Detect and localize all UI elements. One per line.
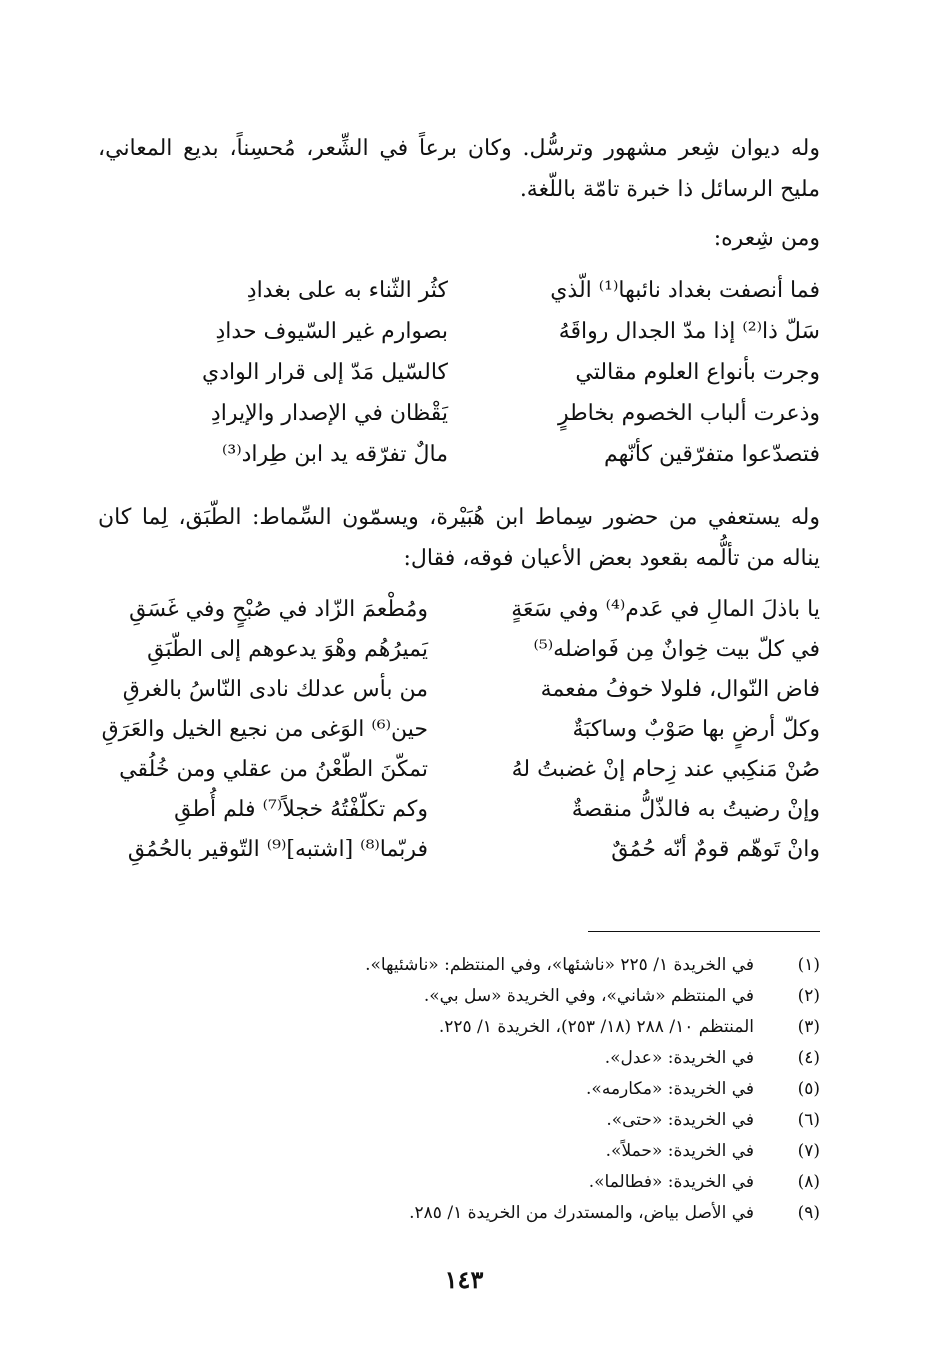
verse	[98, 270, 820, 311]
verse	[98, 790, 820, 830]
first-hemistich: فاض النّوال، فلولا خوفُ مفعمة	[540, 677, 820, 702]
footnotes	[98, 950, 820, 1229]
footnote	[98, 1012, 820, 1043]
footnote-number: (١)	[797, 955, 820, 975]
second-hemistich: يَميرُهُم وهْوَ يدعوهم إلى الطّبَقِ	[147, 637, 428, 662]
page-number: ١٤٣	[444, 1265, 484, 1294]
verse	[98, 710, 820, 750]
first-hemistich: يا باذلَ المالِ في عَدم⁽⁴⁾ وفي سَعَةٍ	[511, 597, 820, 622]
poem-2	[98, 590, 820, 870]
footnote-separator	[588, 931, 820, 932]
footnote-number: (٥)	[797, 1079, 820, 1099]
footnote-text: في المنتظم «شاني»، وفي الخريدة «سل بي».	[423, 986, 754, 1006]
first-hemistich: فما أنصفت بغداد نائبها⁽¹⁾ الّذي	[550, 278, 820, 303]
first-hemistich: وانْ تَوهّم قومٌ أنّه حُمُقٌ	[611, 837, 820, 862]
second-hemistich: ومُطْعمَ الزّاد في صُبْحٍ وفي غَسَقِ	[129, 597, 428, 622]
footnote-text: في الخريدة: «عدل».	[604, 1048, 754, 1068]
footnote-text: في الخريدة: «فطالما».	[588, 1172, 754, 1192]
intro-paragraph: وله ديوان شِعر مشهور وترسُّل. وكان برعاً في الشِّعر، مُحسِناً، بديع المعاني، مليح الرسائل ذا خبرة تامّة باللّغة.	[98, 136, 820, 202]
footnote	[98, 1074, 820, 1105]
verse	[98, 352, 820, 393]
footnote	[98, 950, 820, 981]
footnote	[98, 1198, 820, 1229]
footnote-number: (٩)	[797, 1203, 820, 1223]
footnote	[98, 1136, 820, 1167]
second-hemistich: تمكّنَ الطّعْنُ من عقلي ومن خُلُقي	[119, 757, 428, 782]
verse	[98, 670, 820, 710]
verse	[98, 590, 820, 630]
first-hemistich: فتصدّعوا متفرّقين كأنّهم	[603, 442, 820, 467]
second-hemistich: من بأس عدلك نادى النّاسُ بالغرقِ	[122, 677, 428, 702]
footnote-text: في الأصل بياض، والمستدرك من الخريدة ١/ ٢٨٥.	[409, 1203, 754, 1223]
first-hemistich: صُنْ مَنكِبي عند زِحام إنْ غضبتُ لهُ	[511, 757, 820, 782]
poetry-heading: ومن شِعره:	[713, 226, 820, 251]
footnote-text: في الخريدة: «مكارمه».	[586, 1079, 754, 1099]
footnote-text: في الخريدة: «حملاً».	[605, 1141, 754, 1161]
second-hemistich: وكم تكلّفْتُهُ خجلاً⁽⁷⁾ فلم أُطقِ	[174, 797, 428, 822]
first-hemistich: وذعرت ألباب الخصوم بخاطرٍ	[557, 401, 820, 426]
verse	[98, 830, 820, 870]
verse	[98, 434, 820, 475]
second-hemistich: كثُر الثّناء به على بغدادِ	[246, 278, 448, 303]
footnote	[98, 1167, 820, 1198]
footnote-text: المنتظم ١٠/ ٢٨٨ (١٨/ ٢٥٣)، الخريدة ١/ ٢٢٥.	[438, 1017, 754, 1037]
first-hemistich: في كلّ بيت خِوانٌ مِن فَواضله⁽⁵⁾	[533, 637, 820, 662]
verse	[98, 393, 820, 434]
second-hemistich: مالٌ تفرّقه يد ابن طِراد⁽³⁾	[222, 442, 448, 467]
footnote-text: في الخريدة: «حتى».	[606, 1110, 754, 1130]
second-hemistich: بصوارم غير السّيوف حدادِ	[215, 319, 448, 344]
second-hemistich: فربّما⁽⁸⁾ [اشتبه]⁽⁹⁾ التّوقير بالحُمُقِ	[127, 837, 428, 862]
first-hemistich: سَلّ ذا⁽²⁾ إذا مدّ الجدال رواقَهُ	[558, 319, 820, 344]
verse	[98, 311, 820, 352]
footnote-number: (٦)	[797, 1110, 820, 1130]
footnote	[98, 1043, 820, 1074]
second-hemistich: يَقْظان في الإصدار والإيرادِ	[210, 401, 448, 426]
verse	[98, 750, 820, 790]
verse	[98, 630, 820, 670]
first-hemistich: وإنْ رضيتُ به فالذّلُّ منقصةٌ	[571, 797, 820, 822]
footnote-number: (٢)	[797, 986, 820, 1006]
footnote-number: (٨)	[797, 1172, 820, 1192]
footnote-number: (٣)	[797, 1017, 820, 1037]
footnote-number: (٤)	[797, 1048, 820, 1068]
footnote-text: في الخريدة ١/ ٢٢٥ «ناشئها»، وفي المنتظم: «ناشئيها».	[365, 955, 754, 975]
footnote	[98, 1105, 820, 1136]
context-paragraph: وله يستعفي من حضور سِماط ابن هُبَيْرة، ويسمّون السِّماط: الطّبَق، لِما كان يناله من تألُّمه بقعود بعض الأعيان فوقه، فقال:	[98, 505, 820, 571]
second-hemistich: كالسّيل مَدّ إلى قرار الوادي	[202, 360, 448, 385]
footnote	[98, 981, 820, 1012]
poem-1	[98, 270, 820, 475]
first-hemistich: وكلّ أرضٍ بها صَوْبٌ وساكبَةٌ	[572, 717, 820, 742]
first-hemistich: وجرت بأنواع العلوم مقالتي	[575, 360, 820, 385]
second-hemistich: حين⁽⁶⁾ الوَغى من نجيع الخيل والعَرَقِ	[101, 717, 428, 742]
footnote-number: (٧)	[797, 1141, 820, 1161]
